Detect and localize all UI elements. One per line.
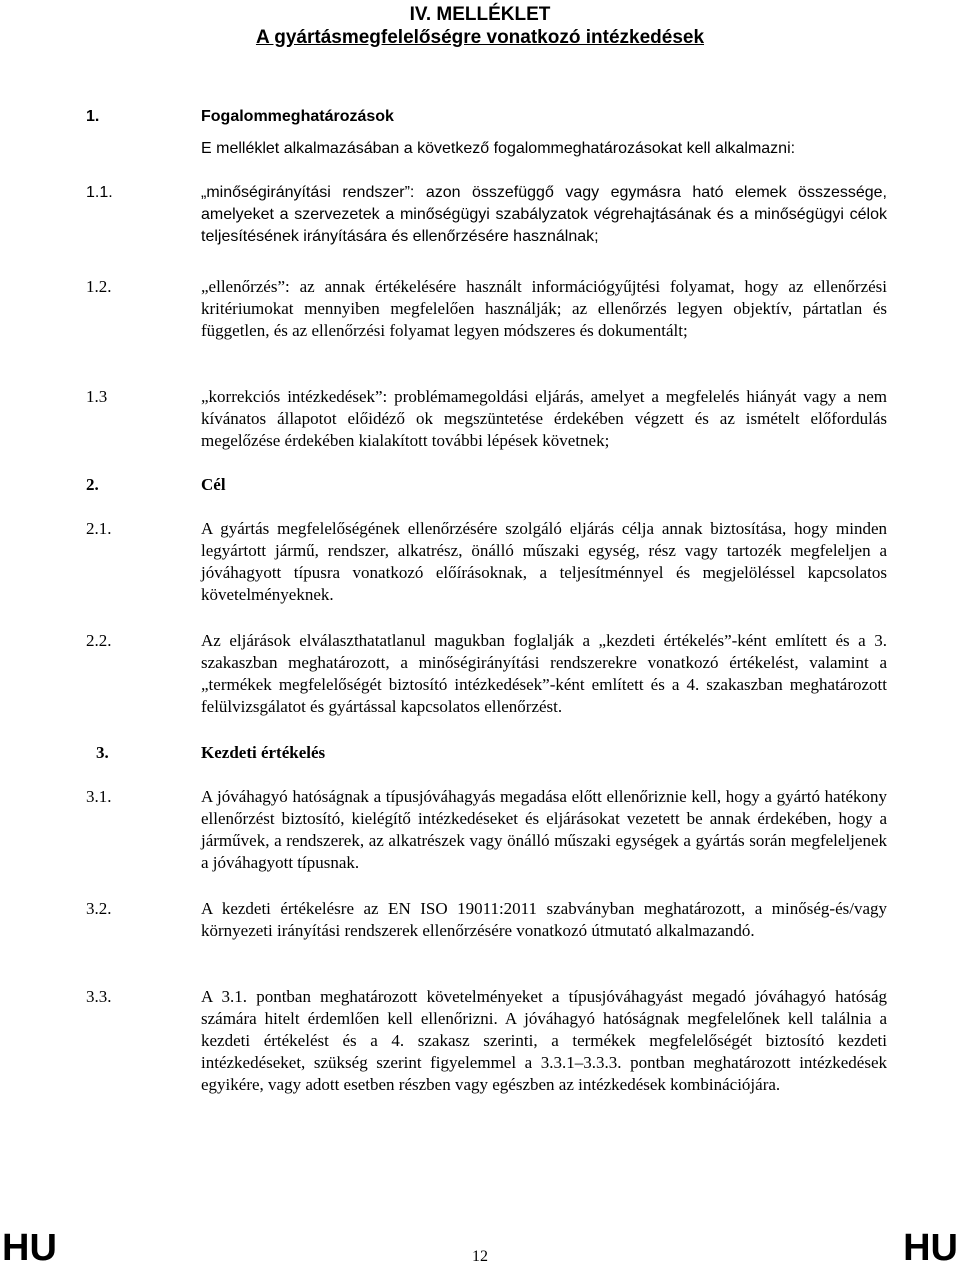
section-2-title: Cél <box>201 475 226 494</box>
annex-number: IV. MELLÉKLET <box>409 4 551 25</box>
item-number: 3.3. <box>86 987 112 1006</box>
section-1-title: Fogalommeghatározások <box>201 108 394 125</box>
page-header <box>0 4 960 50</box>
item-number: 3.1. <box>86 787 112 806</box>
item-number: 1.1. <box>86 184 113 201</box>
section-1-number: 1. <box>86 108 100 125</box>
item-text: „ellenőrzés”: az annak értékelésére használt információgyűjtési folyamat, hogy az ellenőrzési kritériumokat mennyiben megfelelően használják; az ellenőrzés legyen objektív, pártatlan és független, és az ellenőrzési folyamat legyen módszeres és dokumentált; <box>201 277 887 340</box>
item-number: 1.3 <box>86 387 108 406</box>
annex-title: A gyártásmegfelelőségre vonatkozó intézkedések <box>255 27 705 48</box>
footer-language-left: HU <box>2 1227 57 1269</box>
item-text: A 3.1. pontban meghatározott követelményeket a típusjóváhagyást megadó jóváhagyó hatóság számára hitelt érdemlően kell ellenőrizni. A jóváhagyó hatóságnak megfelelőnek kell találnia a kezdeti értékelést és a 4. szakasz szerinti, a termékek megfelelőségét biztosító kezdeti intézkedéseket, szükség szerint figyelemmel a 3.3.1–3.3.3. pontban meghatározott intézkedések egyikére, vagy adott esetben részben vagy egészben az intézkedések kombinációjára. <box>201 987 887 1094</box>
item-text: „minőségirányítási rendszer”: azon összefüggő vagy egymásra ható elemek összessége, amelyeket a szervezetek a minőségügyi szabályzatok végrehajtásának és a minőségügyi célok teljesítésének irányítására és ellenőrzésére használnak; <box>201 184 887 245</box>
item-number: 3.2. <box>86 899 112 918</box>
item-number: 2.2. <box>86 631 112 650</box>
item-number: 1.2. <box>86 277 112 296</box>
section-3-number: 3. <box>96 743 109 762</box>
section-2-number: 2. <box>86 475 99 494</box>
item-text: „korrekciós intézkedések”: problémamegoldási eljárás, amelyet a megfelelés hiányát vagy a nem kívánatos állapotot előidéző ok megszüntetése érdekében végzett és az ismételt előfordulás megelőzése érdekében kialakított további lépések követnek; <box>201 387 887 450</box>
item-text: A gyártás megfelelőségének ellenőrzésére szolgáló eljárás célja annak biztosítása, hogy minden legyártott jármű, rendszer, alkatrész, önálló műszaki egység, rész vagy tartozék megfeleljen a jóváhagyott típusra vonatkozó előírásoknak, a teljesítménnyel és megjelöléssel kapcsolatos követelményeknek. <box>201 519 887 604</box>
section-3-title: Kezdeti értékelés <box>201 743 326 762</box>
item-text: Az eljárások elválaszthatatlanul magukban foglalják a „kezdeti értékelés”-ként említett és a 3. szakaszban meghatározott, a minőségirányítási rendszerekre vonatkozó értékelést, valamint a „termékek megfelelőségét biztosító intézkedések”-ként említett és a 4. szakaszban meghatározott felülvizsgálatot és gyártással kapcsolatos ellenőrzést. <box>201 631 887 716</box>
page-number: 12 <box>472 1248 488 1265</box>
section-1-intro: E melléklet alkalmazásában a következő fogalommeghatározásokat kell alkalmazni: <box>201 140 796 157</box>
footer-language-right: HU <box>903 1227 958 1269</box>
item-text: A kezdeti értékelésre az EN ISO 19011:2011 szabványban meghatározott, a minőség-és/vagy környezeti irányítási rendszerek ellenőrzésére vonatkozó útmutató alkalmazandó. <box>201 899 887 940</box>
item-number: 2.1. <box>86 519 112 538</box>
item-text: A jóváhagyó hatóságnak a típusjóváhagyás megadása előtt ellenőriznie kell, hogy a gyártó hatékony ellenőrzést biztosító, kielégítő intézkedéseket és eljárásokat vezetett be annak érdekében, hogy a járművek, a rendszerek, az alkatrészek vagy önálló műszaki egységek a gyártás során megfeleljenek a jóváhagyott típusnak. <box>201 787 887 872</box>
